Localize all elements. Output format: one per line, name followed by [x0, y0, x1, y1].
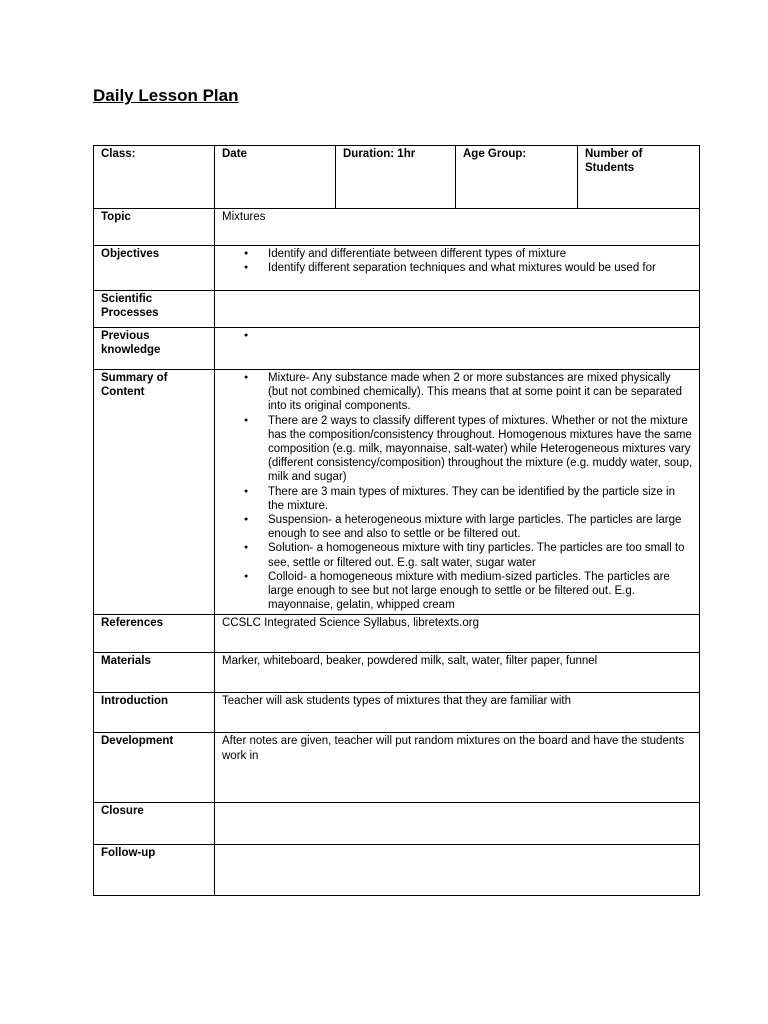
follow-up-value — [215, 845, 700, 896]
lesson-plan-table — [93, 145, 700, 896]
header-row — [94, 146, 700, 209]
date-cell: Date — [215, 146, 336, 209]
duration-cell: Duration: 1hr — [336, 146, 456, 209]
follow-up-label: Follow-up — [94, 845, 215, 896]
references-value: CCSLC Integrated Science Syllabus, libretexts.org — [215, 615, 700, 653]
closure-row — [94, 803, 700, 845]
topic-label: Topic — [94, 209, 215, 246]
number-of-students-cell: Number of Students — [578, 146, 700, 209]
summary-label: Summary of Content — [94, 370, 215, 615]
list-item: ● There are 3 main types of mixtures. They can be identified by the particle size in the mixture. — [268, 485, 693, 513]
objectives-row — [94, 246, 700, 291]
objectives-value — [215, 246, 700, 291]
materials-row — [94, 653, 700, 693]
references-row — [94, 615, 700, 653]
follow-up-row — [94, 845, 700, 896]
summary-list — [222, 371, 693, 612]
objectives-list — [222, 247, 693, 275]
list-item: ● Suspension- a heterogeneous mixture with large particles. The particles are large enough to see and also to settle or be filtered out. — [268, 513, 693, 541]
summary-row — [94, 370, 700, 615]
previous-knowledge-label: Previous knowledge — [94, 328, 215, 370]
list-item: ● Identify different separation techniques and what mixtures would be used for — [268, 261, 693, 275]
list-item: ● Colloid- a homogeneous mixture with medium-sized particles. The particles are large enough to see but not large enough to settle or be filtered out. E.g. mayonnaise, gelatin, whipped cream — [268, 570, 693, 613]
development-label: Development — [94, 733, 215, 803]
closure-label: Closure — [94, 803, 215, 845]
introduction-row — [94, 693, 700, 733]
materials-value: Marker, whiteboard, beaker, powdered milk, salt, water, filter paper, funnel — [215, 653, 700, 693]
list-item: ● Identify and differentiate between different types of mixture — [268, 247, 693, 261]
list-item: ● There are 2 ways to classify different types of mixtures. Whether or not the mixture has the composition/consistency throughout. Homogenous mixtures have the same composition (e.g. milk, mayonnaise, salt-water) while Heterogeneous mixtures vary (different consistency/composition) throughout the mixture (e.g. muddy water, soup, milk and sugar) — [268, 414, 693, 485]
topic-value: Mixtures — [215, 209, 700, 246]
closure-value — [215, 803, 700, 845]
age-group-cell: Age Group: — [456, 146, 578, 209]
class-cell: Class: — [94, 146, 215, 209]
development-value: After notes are given, teacher will put random mixtures on the board and have the students work in — [215, 733, 700, 803]
materials-label: Materials — [94, 653, 215, 693]
list-item — [268, 329, 693, 343]
topic-row — [94, 209, 700, 246]
introduction-label: Introduction — [94, 693, 215, 733]
list-item: ● Mixture- Any substance made when 2 or more substances are mixed physically (but not combined chemically). This means that at some point it can be separated into its original components. — [268, 371, 693, 414]
previous-knowledge-row — [94, 328, 700, 370]
document-title: Daily Lesson Plan — [93, 86, 239, 105]
references-label: References — [94, 615, 215, 653]
scientific-processes-value — [215, 291, 700, 328]
scientific-processes-label: Scientific Processes — [94, 291, 215, 328]
list-item: ● Solution- a homogeneous mixture with tiny particles. The particles are too small to see, settle or filtered out. E.g. salt water, sugar water — [268, 541, 693, 569]
objectives-label: Objectives — [94, 246, 215, 291]
previous-knowledge-value — [215, 328, 700, 370]
introduction-value: Teacher will ask students types of mixtures that they are familiar with — [215, 693, 700, 733]
previous-knowledge-list — [222, 329, 693, 343]
summary-value — [215, 370, 700, 615]
scientific-processes-row — [94, 291, 700, 328]
development-row — [94, 733, 700, 803]
